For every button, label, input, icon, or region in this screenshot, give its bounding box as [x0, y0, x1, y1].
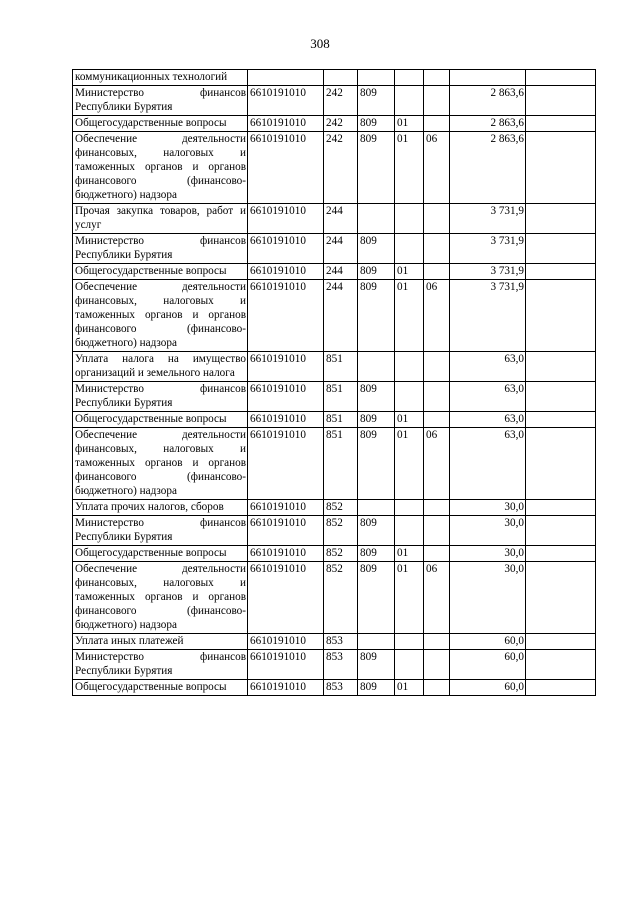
cell-target-article: 6610191010 — [248, 204, 324, 234]
table-row — [73, 428, 596, 500]
cell-section: 01 — [395, 280, 424, 352]
table-row — [73, 500, 596, 516]
cell-expense-type — [324, 70, 358, 86]
cell-target-article: 6610191010 — [248, 234, 324, 264]
cell-expense-type: 244 — [324, 280, 358, 352]
cell-amount: 63,0 — [450, 382, 526, 412]
cell-target-article: 6610191010 — [248, 382, 324, 412]
cell-subsection — [424, 352, 450, 382]
table-row — [73, 516, 596, 546]
cell-grbs: 809 — [358, 234, 395, 264]
cell-extra — [526, 264, 596, 280]
cell-name: Обеспечение деятельности финансовых, налоговых и таможенных органов и органов финансового (финансово-бюджетного) надзора — [73, 562, 248, 634]
cell-section: 01 — [395, 680, 424, 696]
cell-amount: 63,0 — [450, 352, 526, 382]
table-row — [73, 86, 596, 116]
cell-target-article: 6610191010 — [248, 116, 324, 132]
cell-subsection — [424, 680, 450, 696]
cell-name: Министерство финансов Республики Бурятия — [73, 650, 248, 680]
cell-section — [395, 204, 424, 234]
table-row — [73, 562, 596, 634]
cell-grbs: 809 — [358, 650, 395, 680]
cell-grbs: 809 — [358, 382, 395, 412]
cell-expense-type: 851 — [324, 412, 358, 428]
budget-table — [72, 69, 596, 696]
cell-name: Обеспечение деятельности финансовых, налоговых и таможенных органов и органов финансового (финансово-бюджетного) надзора — [73, 428, 248, 500]
cell-target-article: 6610191010 — [248, 264, 324, 280]
cell-extra — [526, 86, 596, 116]
cell-subsection — [424, 382, 450, 412]
table-row — [73, 412, 596, 428]
table-row — [73, 116, 596, 132]
cell-amount: 30,0 — [450, 500, 526, 516]
cell-name: Уплата прочих налогов, сборов — [73, 500, 248, 516]
cell-section — [395, 70, 424, 86]
cell-subsection: 06 — [424, 562, 450, 634]
cell-target-article: 6610191010 — [248, 562, 324, 634]
table-row — [73, 132, 596, 204]
cell-target-article: 6610191010 — [248, 500, 324, 516]
cell-target-article: 6610191010 — [248, 428, 324, 500]
cell-subsection — [424, 116, 450, 132]
cell-amount: 60,0 — [450, 650, 526, 680]
cell-subsection — [424, 546, 450, 562]
table-body — [73, 70, 596, 696]
cell-extra — [526, 500, 596, 516]
cell-target-article: 6610191010 — [248, 546, 324, 562]
table-row — [73, 204, 596, 234]
cell-section — [395, 650, 424, 680]
cell-amount: 3 731,9 — [450, 204, 526, 234]
cell-grbs: 809 — [358, 516, 395, 546]
cell-subsection — [424, 500, 450, 516]
cell-expense-type: 242 — [324, 132, 358, 204]
cell-section: 01 — [395, 116, 424, 132]
cell-amount: 63,0 — [450, 412, 526, 428]
cell-subsection: 06 — [424, 428, 450, 500]
cell-amount: 60,0 — [450, 634, 526, 650]
cell-name: Общегосударственные вопросы — [73, 116, 248, 132]
cell-name: Общегосударственные вопросы — [73, 546, 248, 562]
cell-grbs: 809 — [358, 116, 395, 132]
cell-section: 01 — [395, 132, 424, 204]
cell-subsection — [424, 204, 450, 234]
cell-subsection — [424, 264, 450, 280]
cell-section — [395, 352, 424, 382]
cell-amount: 3 731,9 — [450, 280, 526, 352]
cell-name: коммуникационных технологий — [73, 70, 248, 86]
cell-target-article: 6610191010 — [248, 86, 324, 116]
cell-grbs — [358, 500, 395, 516]
cell-name: Уплата иных платежей — [73, 634, 248, 650]
table-row — [73, 352, 596, 382]
cell-expense-type: 851 — [324, 382, 358, 412]
cell-subsection — [424, 516, 450, 546]
page-number: 308 — [310, 36, 330, 51]
cell-section — [395, 382, 424, 412]
cell-extra — [526, 412, 596, 428]
cell-section — [395, 86, 424, 116]
cell-expense-type: 244 — [324, 234, 358, 264]
cell-target-article: 6610191010 — [248, 352, 324, 382]
cell-section: 01 — [395, 428, 424, 500]
cell-target-article: 6610191010 — [248, 516, 324, 546]
cell-subsection: 06 — [424, 280, 450, 352]
cell-grbs: 809 — [358, 428, 395, 500]
cell-name: Общегосударственные вопросы — [73, 680, 248, 696]
cell-section — [395, 516, 424, 546]
cell-grbs: 809 — [358, 86, 395, 116]
cell-subsection: 06 — [424, 132, 450, 204]
cell-amount: 3 731,9 — [450, 264, 526, 280]
cell-expense-type: 242 — [324, 116, 358, 132]
cell-amount: 60,0 — [450, 680, 526, 696]
cell-section — [395, 500, 424, 516]
cell-amount: 63,0 — [450, 428, 526, 500]
cell-expense-type: 853 — [324, 680, 358, 696]
cell-amount: 2 863,6 — [450, 116, 526, 132]
cell-section: 01 — [395, 412, 424, 428]
cell-section: 01 — [395, 562, 424, 634]
cell-name: Министерство финансов Республики Бурятия — [73, 234, 248, 264]
cell-subsection — [424, 634, 450, 650]
table-row — [73, 650, 596, 680]
cell-expense-type: 853 — [324, 634, 358, 650]
cell-name: Обеспечение деятельности финансовых, налоговых и таможенных органов и органов финансового (финансово-бюджетного) надзора — [73, 132, 248, 204]
cell-name: Прочая закупка товаров, работ и услуг — [73, 204, 248, 234]
cell-grbs: 809 — [358, 680, 395, 696]
cell-expense-type: 851 — [324, 352, 358, 382]
cell-grbs — [358, 204, 395, 234]
cell-extra — [526, 382, 596, 412]
cell-target-article: 6610191010 — [248, 132, 324, 204]
table-row — [73, 234, 596, 264]
cell-amount: 2 863,6 — [450, 132, 526, 204]
cell-extra — [526, 516, 596, 546]
table-row — [73, 280, 596, 352]
cell-expense-type: 242 — [324, 86, 358, 116]
cell-expense-type: 244 — [324, 204, 358, 234]
cell-name: Обеспечение деятельности финансовых, налоговых и таможенных органов и органов финансового (финансово-бюджетного) надзора — [73, 280, 248, 352]
cell-extra — [526, 634, 596, 650]
cell-expense-type: 852 — [324, 562, 358, 634]
cell-expense-type: 851 — [324, 428, 358, 500]
cell-target-article: 6610191010 — [248, 650, 324, 680]
cell-extra — [526, 650, 596, 680]
cell-target-article: 6610191010 — [248, 280, 324, 352]
cell-grbs: 809 — [358, 280, 395, 352]
cell-name: Министерство финансов Республики Бурятия — [73, 382, 248, 412]
cell-target-article: 6610191010 — [248, 680, 324, 696]
cell-extra — [526, 116, 596, 132]
cell-target-article: 6610191010 — [248, 634, 324, 650]
cell-extra — [526, 546, 596, 562]
cell-extra — [526, 234, 596, 264]
table-row — [73, 382, 596, 412]
cell-expense-type: 852 — [324, 516, 358, 546]
cell-grbs: 809 — [358, 264, 395, 280]
cell-subsection — [424, 412, 450, 428]
cell-extra — [526, 204, 596, 234]
cell-target-article — [248, 70, 324, 86]
table-row — [73, 70, 596, 86]
cell-expense-type: 853 — [324, 650, 358, 680]
cell-section — [395, 634, 424, 650]
cell-subsection — [424, 86, 450, 116]
cell-name: Уплата налога на имущество организаций и земельного налога — [73, 352, 248, 382]
cell-expense-type: 244 — [324, 264, 358, 280]
cell-subsection — [424, 650, 450, 680]
cell-amount: 30,0 — [450, 562, 526, 634]
cell-extra — [526, 562, 596, 634]
cell-amount: 30,0 — [450, 546, 526, 562]
table-row — [73, 680, 596, 696]
cell-grbs: 809 — [358, 132, 395, 204]
cell-name: Министерство финансов Республики Бурятия — [73, 516, 248, 546]
cell-subsection — [424, 234, 450, 264]
cell-extra — [526, 132, 596, 204]
cell-target-article: 6610191010 — [248, 412, 324, 428]
cell-extra — [526, 280, 596, 352]
cell-extra — [526, 428, 596, 500]
cell-name: Министерство финансов Республики Бурятия — [73, 86, 248, 116]
cell-extra — [526, 352, 596, 382]
cell-section: 01 — [395, 546, 424, 562]
cell-grbs — [358, 634, 395, 650]
cell-amount: 3 731,9 — [450, 234, 526, 264]
cell-expense-type: 852 — [324, 500, 358, 516]
cell-grbs — [358, 352, 395, 382]
cell-extra — [526, 70, 596, 86]
table-row — [73, 546, 596, 562]
cell-section — [395, 234, 424, 264]
cell-name: Общегосударственные вопросы — [73, 264, 248, 280]
cell-extra — [526, 680, 596, 696]
cell-grbs: 809 — [358, 562, 395, 634]
cell-grbs: 809 — [358, 546, 395, 562]
table-row — [73, 264, 596, 280]
table-row — [73, 634, 596, 650]
cell-grbs: 809 — [358, 412, 395, 428]
cell-name: Общегосударственные вопросы — [73, 412, 248, 428]
cell-amount — [450, 70, 526, 86]
cell-expense-type: 852 — [324, 546, 358, 562]
cell-section: 01 — [395, 264, 424, 280]
cell-amount: 2 863,6 — [450, 86, 526, 116]
cell-amount: 30,0 — [450, 516, 526, 546]
cell-subsection — [424, 70, 450, 86]
cell-grbs — [358, 70, 395, 86]
